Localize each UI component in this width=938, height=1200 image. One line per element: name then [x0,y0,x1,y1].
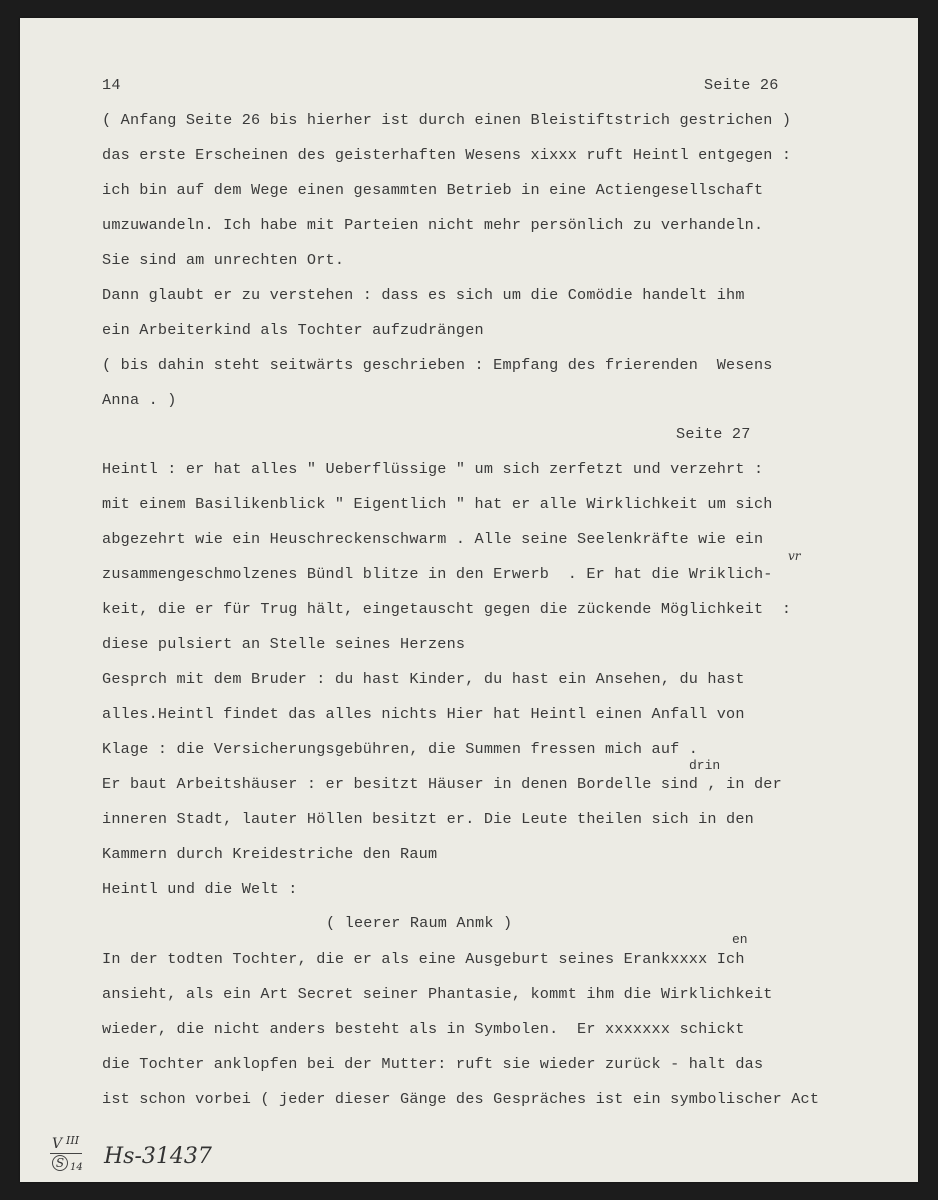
text-line: ein Arbeiterkind als Tochter aufzudrängen [102,321,484,339]
typed-insertion: drin [689,758,721,773]
text-line: Anna . ) [102,391,177,409]
text-line: Sie sind am unrechten Ort. [102,251,345,269]
shelf-mark-roman: III [66,1134,80,1147]
text-line: umzuwandeln. Ich habe mit Parteien nicht mehr persönlich zu verhandeln. [102,216,764,234]
shelf-mark [50,1136,100,1180]
text-line: abgezehrt wie ein Heuschreckenschwarm . Alle seine Seelenkräfte wie ein [102,530,764,548]
text-line: alles.Heintl findet das alles nichts Hier hat Heintl einen Anfall von [102,705,745,723]
shelf-mark-circled: S [52,1155,68,1171]
shelf-mark-rule [50,1153,82,1154]
text-line: zusammengeschmolzenes Bündl blitze in den Erwerb . Er hat die Wriklich- [102,565,773,583]
centered-note: ( leerer Raum Anmk ) [326,914,513,932]
header-seite-27: Seite 27 [676,425,751,443]
text-line: Heintl und die Welt : [102,880,298,898]
document-page [20,18,918,1182]
shelf-mark-sub: 14 [70,1162,83,1173]
text-line: die Tochter anklopfen bei der Mutter: ruft sie wieder zurück - halt das [102,1055,764,1073]
text-line: inneren Stadt, lauter Höllen besitzt er. Die Leute theilen sich in den [102,810,754,828]
archive-signature: Hs-31437 [104,1144,212,1169]
text-line: Er baut Arbeitshäuser : er besitzt Häuser in denen Bordelle sind , in der [102,775,782,793]
text-line: ich bin auf dem Wege einen gesammten Betrieb in eine Actiengesellschaft [102,181,764,199]
text-line: ( bis dahin steht seitwärts geschrieben : Empfang des frierenden Wesens [102,356,773,374]
shelf-mark-top: V [52,1136,63,1152]
text-line: In der todten Tochter, die er als eine Ausgeburt seines Erankxxxx Ich [102,950,745,968]
text-line: keit, die er für Trug hält, eingetauscht gegen die zückende Möglichkeit : [102,600,792,618]
typed-insertion: en [732,932,748,947]
text-line: Heintl : er hat alles " Ueberflüssige " um sich zerfetzt und verzehrt : [102,460,764,478]
text-line: Gesprch mit dem Bruder : du hast Kinder, du hast ein Ansehen, du hast [102,670,745,688]
header-seite-26: Seite 26 [704,76,779,94]
text-line: Dann glaubt er zu verstehen : dass es sich um die Comödie handelt ihm [102,286,745,304]
text-line: das erste Erscheinen des geisterhaften Wesens xixxx ruft Heintl entgegen : [102,146,792,164]
page-number: 14 [102,76,121,94]
text-line: ( Anfang Seite 26 bis hierher ist durch einen Bleistiftstrich gestrichen ) [102,111,792,129]
text-line: ansieht, als ein Art Secret seiner Phantasie, kommt ihm die Wirklichkeit [102,985,773,1003]
text-line: Klage : die Versicherungsgebühren, die Summen fressen mich auf . [102,740,699,758]
text-line: wieder, die nicht anders besteht als in Symbolen. Er xxxxxxx schickt [102,1020,745,1038]
handwritten-insertion: vr [788,549,801,563]
text-line: Kammern durch Kreidestriche den Raum [102,845,438,863]
text-line: ist schon vorbei ( jeder dieser Gänge des Gespräches ist ein symbolischer Act [102,1090,820,1108]
text-line: mit einem Basilikenblick " Eigentlich " hat er alle Wirklichkeit um sich [102,495,773,513]
text-line: diese pulsiert an Stelle seines Herzens [102,635,466,653]
